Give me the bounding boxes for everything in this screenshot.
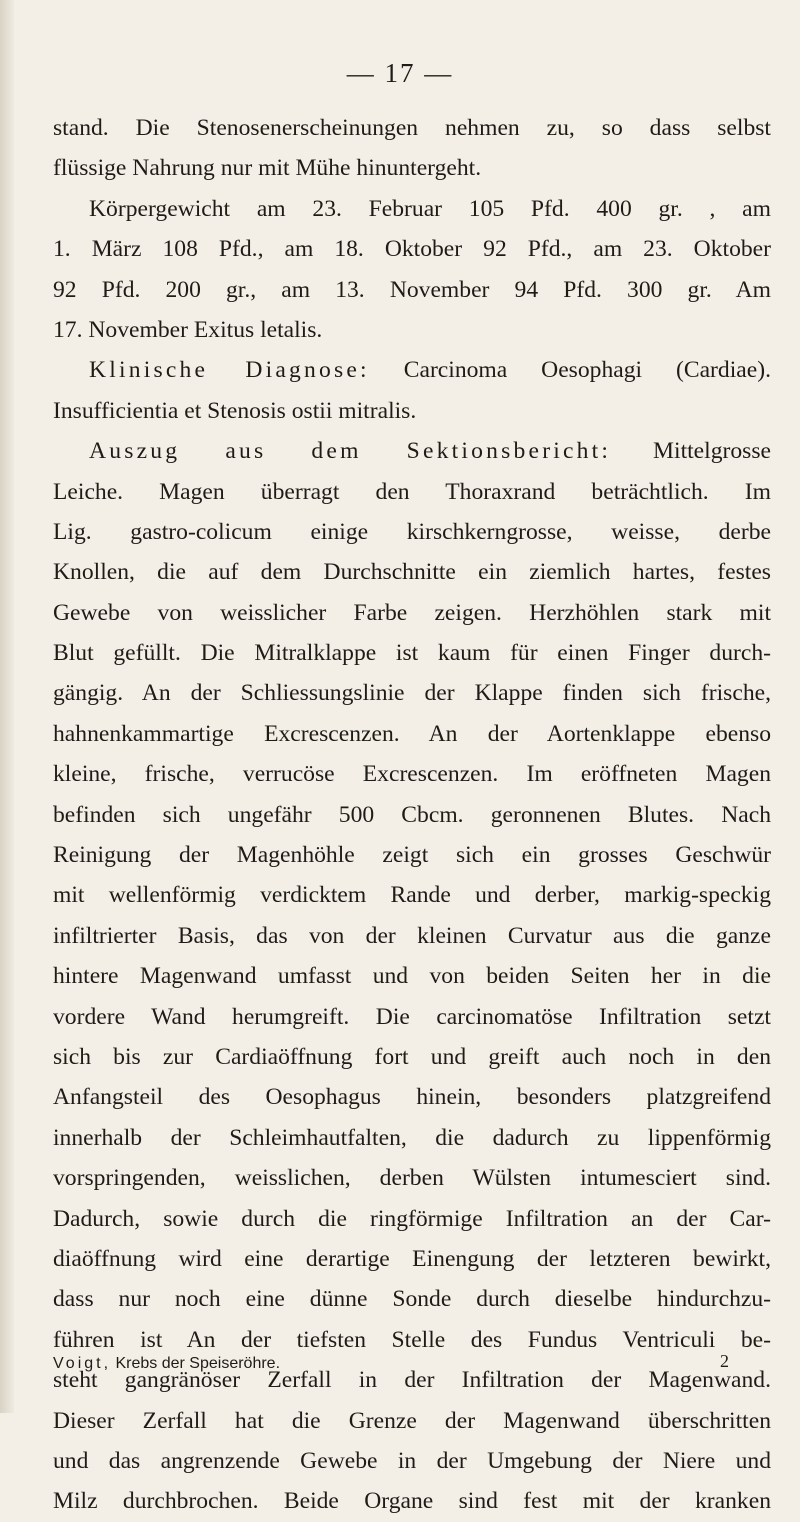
text-line: gängig. An der Schliessungslinie der Klappe finden sich frische, (53, 680, 771, 707)
text-line: Leiche. Magen überragt den Thoraxrand beträchtlich. Im (53, 478, 771, 505)
text-line: Lig. gastro-colicum einige kirschkerngrosse, weisse, derbe (53, 518, 771, 545)
text-line: vordere Wand herumgreift. Die carcinomatöse Infiltration setzt (53, 1003, 771, 1030)
body-text (53, 108, 771, 1522)
text-line: vorspringenden, weisslichen, derben Wülsten intumesciert sind. (53, 1165, 771, 1192)
text-line: 17. November Exitus letalis. (53, 316, 323, 343)
text-line: dass nur noch eine dünne Sonde durch dieselbe hindurchzu- (53, 1286, 771, 1313)
text-line: Dadurch, sowie durch die ringförmige Infiltration an der Car- (53, 1205, 771, 1232)
text-line: befinden sich ungefähr 500 Cbcm. geronnenen Blutes. Nach (53, 801, 771, 828)
text-line: kleine, frische, verrucöse Excrescenzen. Im eröffneten Magen (53, 761, 771, 788)
text-line: 1. März 108 Pfd., am 18. Oktober 92 Pfd., am 23. Oktober (53, 236, 771, 263)
text-line: Anfangsteil des Oesophagus hinein, besonders platzgreifend (53, 1084, 771, 1111)
autopsy-report-line (53, 431, 771, 471)
text-line: Dieser Zerfall hat die Grenze der Magenwand überschritten (53, 1407, 771, 1434)
clinical-diagnosis-line (53, 350, 771, 390)
footer-author: Voigt, (53, 1355, 112, 1372)
signature-mark: 2 (720, 1351, 729, 1371)
text-line: diaöffnung wird eine derartige Einengung der letzteren bewirkt, (53, 1245, 771, 1272)
text-line: Reinigung der Magenhöhle zeigt sich ein grosses Geschwür (53, 842, 771, 869)
clinical-diagnosis-text: Carcinoma Oesophagi (Cardiae). (403, 357, 771, 384)
text-line: sich bis zur Cardiaöffnung fort und greift auch noch in den (53, 1043, 771, 1070)
text-line: Körpergewicht am 23. Februar 105 Pfd. 400 gr. , am (89, 195, 771, 222)
text-line: Insufficientia et Stenosis ostii mitralis. (53, 397, 417, 424)
text-line: steht gangränöser Zerfall in der Infiltration der Magenwand. (53, 1367, 771, 1394)
text-line: Gewebe von weisslicher Farbe zeigen. Herzhöhlen stark mit (53, 599, 771, 626)
text-line: stand. Die Stenosenerscheinungen nehmen zu, so dass selbst (53, 115, 771, 141)
footer-title: Krebs der Speiseröhre. (115, 1355, 281, 1372)
text-line: hintere Magenwand umfasst und von beiden Seiten her in die (53, 963, 771, 990)
autopsy-report-heading: Auszug aus dem Sektionsbericht: (89, 438, 612, 465)
text-line: innerhalb der Schleimhautfalten, die dadurch zu lippenförmig (53, 1124, 771, 1151)
text-line: und das angrenzende Gewebe in der Umgebung der Niere und (53, 1447, 771, 1474)
page-footer (53, 1351, 729, 1373)
text-line: Milz durchbrochen. Beide Organe sind fest mit der kranken (53, 1488, 771, 1515)
text-line: infiltrierter Basis, das von der kleinen Curvatur aus die ganze (53, 922, 771, 949)
clinical-diagnosis-heading: Klinische Diagnose: (89, 357, 370, 384)
text-line: mit wellenförmig verdicktem Rande und derber, markig-speckig (53, 882, 771, 909)
text-line: Knollen, die auf dem Durchschnitte ein ziemlich hartes, festes (53, 559, 771, 586)
text-line: führen ist An der tiefsten Stelle des Fundus Ventriculi be- (53, 1326, 771, 1353)
text-line: Blut gefüllt. Die Mitralklappe ist kaum für einen Finger durch- (53, 640, 771, 667)
page-number: — 17 — (346, 58, 454, 88)
autopsy-report-text: Mittelgrosse (653, 438, 771, 465)
text-line: flüssige Nahrung nur mit Mühe hinuntergeht. (53, 155, 482, 182)
text-line: 92 Pfd. 200 gr., am 13. November 94 Pfd. 300 gr. Am (53, 276, 771, 303)
page-edge (0, 0, 14, 1413)
text-line: hahnenkammartige Excrescenzen. An der Aortenklappe ebenso (53, 720, 771, 747)
